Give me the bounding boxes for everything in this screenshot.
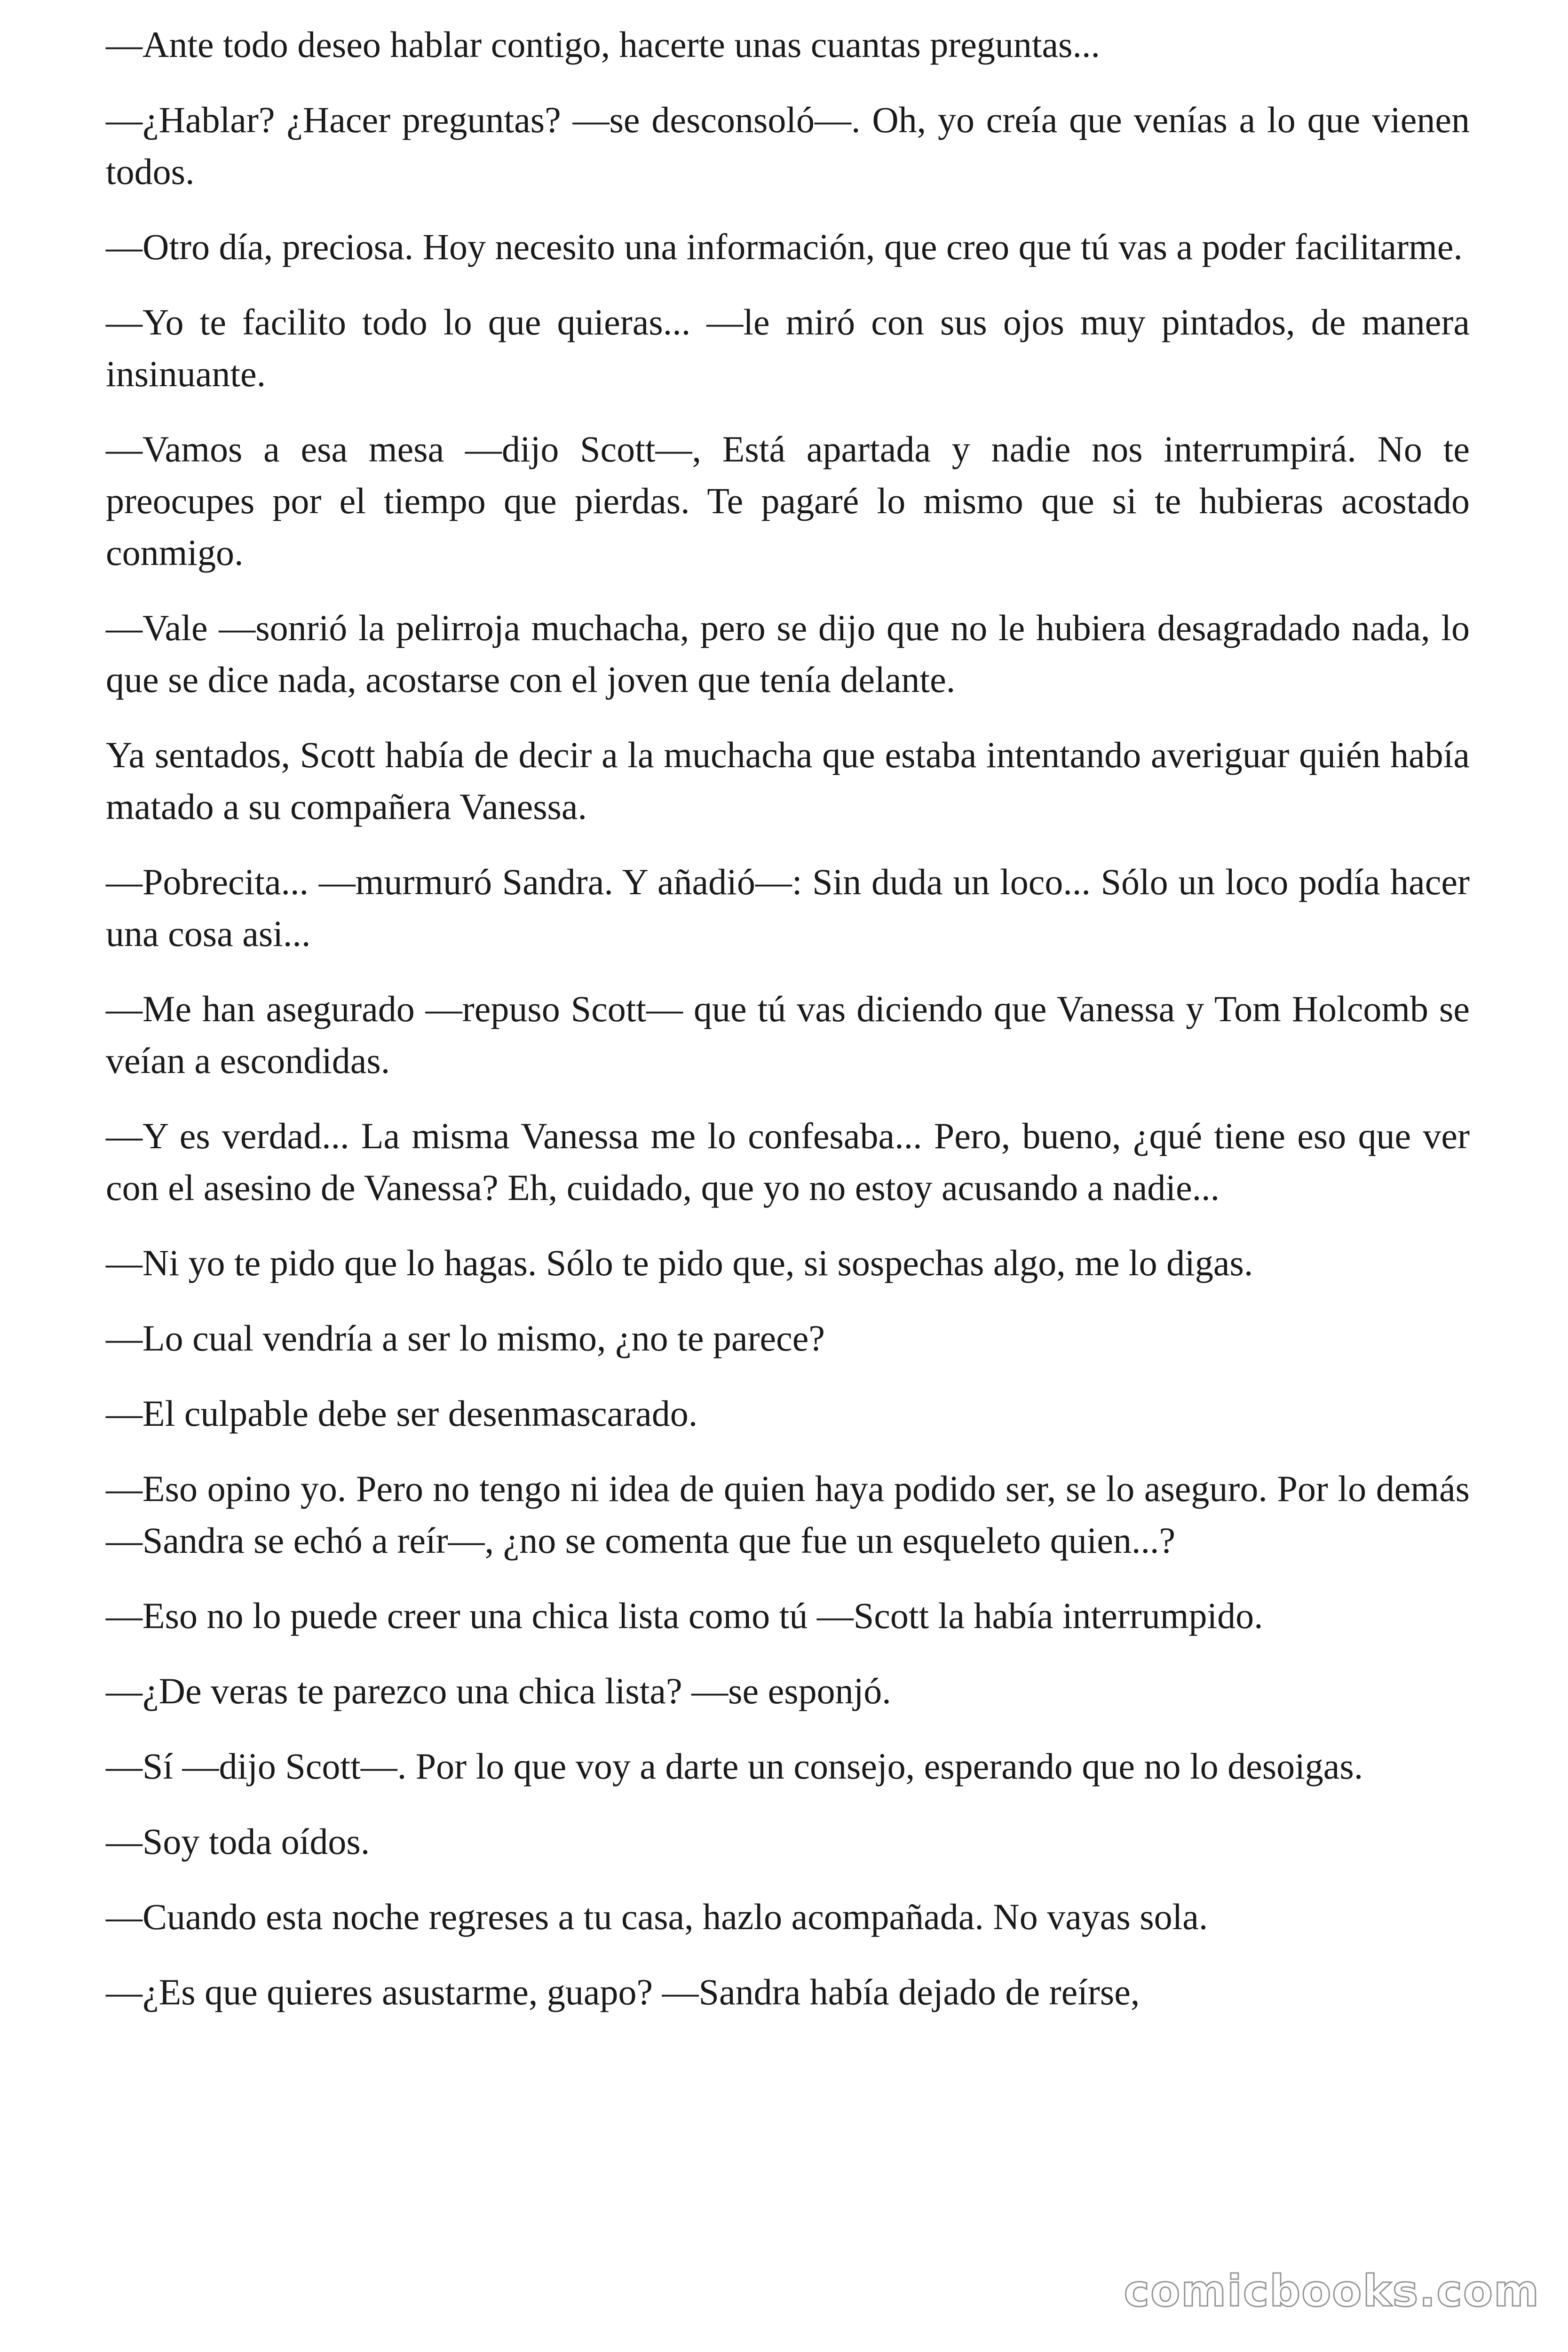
paragraph: —¿Hablar? ¿Hacer preguntas? —se desconsoló—. Oh, yo creía que venías a lo que vienen todos.: [106, 99, 1470, 192]
paragraph: —Ni yo te pido que lo hagas. Sólo te pido que, si sospechas algo, me lo digas.: [106, 1242, 1253, 1283]
paragraph: —¿Es que quieres asustarme, guapo? —Sandra había dejado de reírse,: [106, 1971, 1140, 2012]
paragraph: —Vamos a esa mesa —dijo Scott—, Está apartada y nadie nos interrumpirá. No te preocupes por el tiempo que pierdas. Te pagaré lo mismo que si te hubieras acostado conmigo.: [106, 429, 1470, 573]
paragraph: —Eso opino yo. Pero no tengo ni idea de quien haya podido ser, se lo aseguro. Por lo demás —Sandra se echó a reír—, ¿no se comenta que fue un esqueleto quien...?: [106, 1468, 1470, 1561]
paragraph: —Sí —dijo Scott—. Por lo que voy a darte un consejo, esperando que no lo desoigas.: [106, 1746, 1363, 1787]
paragraph: —El culpable debe ser desenmascarado.: [106, 1393, 698, 1434]
paragraph: —Me han asegurado —repuso Scott— que tú vas diciendo que Vanessa y Tom Holcomb se veían a escondidas.: [106, 988, 1470, 1081]
paragraph: —Eso no lo puede creer una chica lista como tú —Scott la había interrumpido.: [106, 1595, 1263, 1636]
watermark: comicbooks.com: [1124, 2266, 1540, 2316]
paragraph: —Lo cual vendría a ser lo mismo, ¿no te parece?: [106, 1318, 825, 1359]
paragraph: Ya sentados, Scott había de decir a la muchacha que estaba intentando averiguar quién había matado a su compañera Vanessa.: [106, 734, 1470, 827]
paragraph: —Soy toda oídos.: [106, 1821, 370, 1862]
paragraph: —Vale —sonrió la pelirroja muchacha, pero se dijo que no le hubiera desagradado nada, lo que se dice nada, acostarse con el joven que tenía delante.: [106, 607, 1470, 700]
paragraph: —Otro día, preciosa. Hoy necesito una información, que creo que tú vas a poder facilitarme.: [106, 226, 1463, 267]
paragraph: —Pobrecita... —murmuró Sandra. Y añadió—: Sin duda un loco... Sólo un loco podía hacer una cosa asi...: [106, 861, 1470, 954]
paragraph: —Cuando esta noche regreses a tu casa, hazlo acompañada. No vayas sola.: [106, 1896, 1208, 1937]
paragraph: —Yo te facilito todo lo que quieras... —le miró con sus ojos muy pintados, de manera insinuante.: [106, 302, 1470, 394]
paragraph: —Y es verdad... La misma Vanessa me lo confesaba... Pero, bueno, ¿qué tiene eso que ver con el asesino de Vanessa? Eh, cuidado, que yo no estoy acusando a nadie...: [106, 1115, 1470, 1208]
paragraph: —Ante todo deseo hablar contigo, hacerte unas cuantas preguntas...: [106, 24, 1100, 65]
document-page: [106, 19, 1470, 2042]
paragraph: —¿De veras te parezco una chica lista? —se esponjó.: [106, 1670, 891, 1711]
